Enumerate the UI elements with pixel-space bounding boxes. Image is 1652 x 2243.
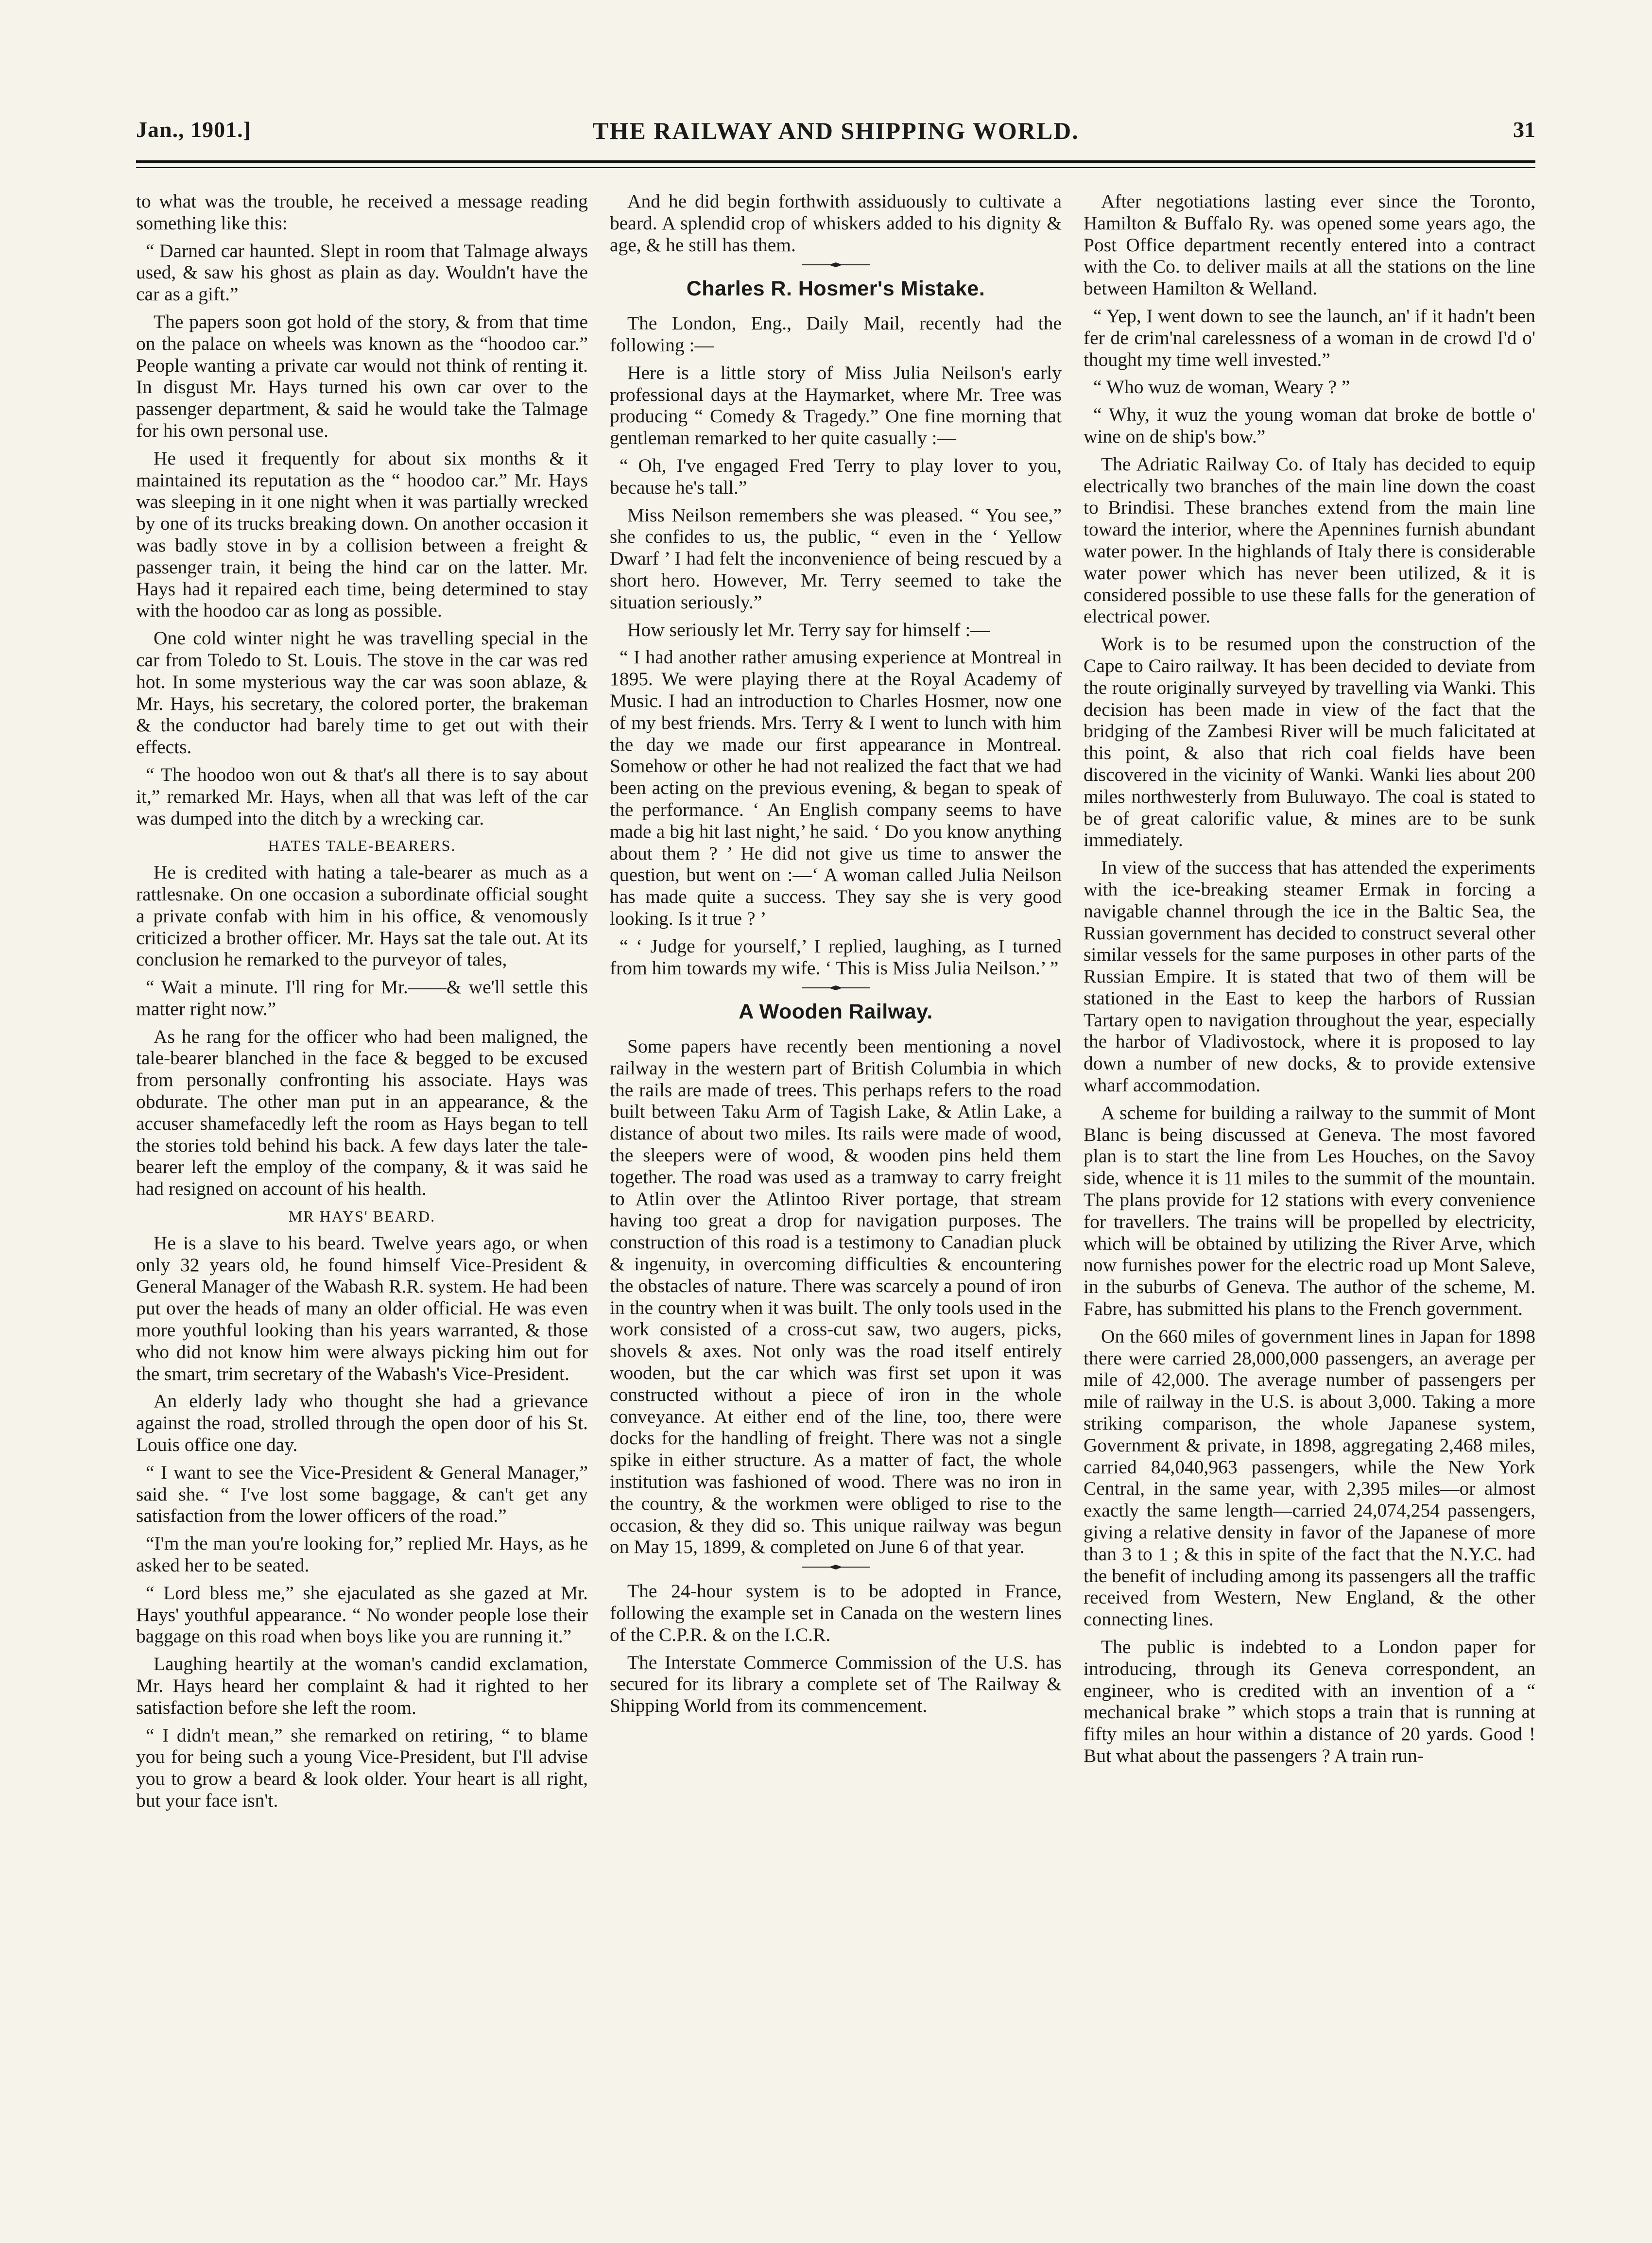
paragraph: “I'm the man you're looking for,” replied Mr. Hays, as he asked her to be seated. [136,1533,588,1576]
paragraph: Work is to be resumed upon the construction of the Cape to Cairo railway. It has been decided to deviate from the route originally surveyed by travelling via Wanki. This decision has been made in view of the fact that the bridging of the Zambesi River will be much falicitated at this point, & also that rich coal fields have been discovered in the vicinity of Wanki. Wanki lies about 200 miles northwesterly from Buluwayo. The coal is stated to be of great calorific value, & mines are to be sunk immediately. [1084,633,1535,851]
header-rule-thick [136,160,1535,163]
paragraph: “ I want to see the Vice-President & General Manager,” said she. “ I've lost some baggage, & can't get any satisfaction from the lower officers of the road.” [136,1461,588,1527]
paragraph: On the 660 miles of government lines in Japan for 1898 there were carried 28,000,000 passengers, an average per mile of 42,000. The average number of passengers per mile of railway in the U.S. is about 3,000. Taking a more striking comparison, the whole Japanese system, Government & private, in 1898, aggregating 2,468 miles, carried 84,040,963 passengers, while the New York Central, in the same year, with 2,395 miles—or almost exactly the same length—carried 24,074,254 passengers, giving a relative density in favor of the Japanese of more than 3 to 1 ; & this in spite of the fact that the N.Y.C. had the benefit of including among its passengers all the traffic received from Western, New England, & the other connecting lines. [1084,1325,1535,1630]
paragraph: The 24-hour system is to be adopted in France, following the example set in Canada on the western lines of the C.P.R. & on the I.C.R. [610,1580,1062,1645]
paragraph: “ Why, it wuz the young woman dat broke de bottle o' wine on de ship's bow.” [1084,404,1535,447]
paragraph: As he rang for the officer who had been maligned, the tale-bearer blanched in the face & begged to be excused from personally confronting his associate. Hays was obdurate. The other man put in an appearance, & the accuser shamefacedly left the room as Hays began to tell the stories told behind his back. A few days later the tale-bearer left the employ of the company, & it was said he had resigned on account of his health. [136,1025,588,1200]
paragraph: “ Yep, I went down to see the launch, an' if it hadn't been fer de crim'nal carelessness of a woman in de crowd I'd o' thought my time well invested.” [1084,305,1535,370]
paragraph: Miss Neilson remembers she was pleased. “ You see,” she confides to us, the public, “ even in the ‘ Yellow Dwarf ’ I had felt the inconvenience of being rescued by a short hero. However, Mr. Terry seemed to take the situation seriously.” [610,504,1062,613]
column-1 [136,190,588,1817]
paragraph: He is credited with hating a tale-bearer as much as a rattlesnake. On one occasion a subordinate official sought a private confab with him in his office, & venomously criticized a brother officer. Mr. Hays sat the tale out. At its conclusion he remarked to the purveyor of tales, [136,862,588,970]
paragraph: “ I didn't mean,” she remarked on retiring, “ to blame you for being such a young Vice-President, but I'll advise you to grow a beard & look older. Your heart is all right, but your face isn't. [136,1724,588,1811]
page-number: 31 [1513,117,1535,142]
paragraph: “ Oh, I've engaged Fred Terry to play lover to you, because he's tall.” [610,454,1062,498]
paragraph: The London, Eng., Daily Mail, recently had the following :— [610,312,1062,356]
publication-title: THE RAILWAY AND SHIPPING WORLD. [592,117,1079,144]
paragraph: He is a slave to his beard. Twelve years ago, or when only 32 years old, he found himself Vice-President & General Manager of the Wabash R.R. system. He had been put over the heads of many an older official. He was even more youthful looking than his years warranted, & those who did not know him were always picking him out for the smart, trim secretary of the Wabash's Vice-President. [136,1232,588,1384]
paragraph: In view of the success that has attended the experiments with the ice-breaking steamer Ermak in forcing a navigable channel through the ice in the Baltic Sea, the Russian government has decided to construct several other similar vessels for the same purposes in other parts of the Russian Empire. It is stated that two of them will be stationed in the East to keep the harbors of Russian Tartary open to navigation throughout the year, especially the harbor of Vladivostock, where it is proposed to lay down a number of new docks, & to provide extensive wharf accommodation. [1084,857,1535,1096]
paragraph: And he did begin forthwith assiduously to cultivate a beard. A splendid crop of whiskers added to his dignity & age, & he still has them. [610,190,1062,256]
paragraph: The public is indebted to a London paper for introducing, through its Geneva correspondent, an engineer, who is credited with an invention of a “ mechanical brake ” which stops a train that is running at fifty miles an hour within a distance of 20 yards. Good ! But what about the passengers ? A train run- [1084,1636,1535,1766]
paragraph: The Adriatic Railway Co. of Italy has decided to equip electrically two branches of the main line down the coast to Brindisi. These branches extend from the main line toward the interior, where the Apennines furnish abundant water power. In the highlands of Italy there is considerable water power which has never been utilized, & it is considered possible to use these falls for the generation of electrical power. [1084,453,1535,627]
paragraph: “ Who wuz de woman, Weary ? ” [1093,376,1350,398]
page-header [136,117,1535,151]
paragraph: Laughing heartily at the woman's candid exclamation, Mr. Hays heard her complaint & had it righted to her satisfaction before she left the room. [136,1653,588,1718]
paragraph: The papers soon got hold of the story, & from that time on the palace on wheels was known as the “hoodoo car.” People wanting a private car would not think of renting it. In disgust Mr. Hays turned his own car over to the passenger department, & said he would take the Talmage for his own personal use. [136,311,588,441]
paragraph: “ I had another rather amusing experience at Montreal in 1895. We were playing there at the Royal Academy of Music. I had an introduction to Charles Hosmer, now one of my best friends. Mrs. Terry & I went to lunch with him the day we made our first appearance in Montreal. Somehow or other he had not realized the fact that we had been acting on the previous evening, & began to speak of the performance. ‘ An English company seems to have made a big hit last night,’ he said. ‘ Do you know anything about them ? ’ He did not give us time to answer the question, but went on :—‘ A woman called Julia Neilson has made quite a success. They say she is very good looking. Is it true ? ’ [610,646,1062,929]
paragraph: to what was the trouble, he received a message reading something like this: [136,190,588,234]
paragraph: A scheme for building a railway to the summit of Mont Blanc is being discussed at Geneva. The most favored plan is to start the line from Les Houches, on the Savoy side, whence it is 11 miles to the summit of the mountain. The plans provide for 12 stations with every convenience for travellers. The trains will be propelled by electricity, which will be obtained by utilizing the River Arve, which now furnishes power for the electric road up Mont Saleve, in the suburbs of Geneva. The author of the scheme, M. Fabre, has submitted his plans to the French government. [1084,1102,1535,1320]
paragraph: Here is a little story of Miss Julia Neilson's early professional days at the Haymarket, where Mr. Tree was producing “ Comedy & Tragedy.” One fine morning that gentleman remarked to her quite casually :— [610,362,1062,449]
paragraph: He used it frequently for about six months & it maintained its reputation as the “ hoodoo car.” Mr. Hays was sleeping in it one night when it was partially wrecked by one of its trucks breaking down. On another occasion it was badly stove in by a collision between a freight & passenger train, it being the hind car on the latter. Mr. Hays had it repaired each time, being determined to stay with the hoodoo car as long as possible. [136,447,588,621]
paragraph: “ Wait a minute. I'll ring for Mr.——& we'll settle this matter right now.” [136,976,588,1019]
section-ornament [802,261,870,268]
paragraph: An elderly lady who thought she had a grievance against the road, strolled through the open door of his St. Louis office one day. [136,1390,588,1456]
section-ornament [802,1564,870,1570]
issue-date: Jan., 1901.] [136,117,251,142]
paragraph: One cold winter night he was travelling special in the car from Toledo to St. Louis. The stove in the car was red hot. In some mysterious way the car was soon ablaze, & Mr. Hays, his secretary, the colored porter, the brakeman & the conductor had barely time to get out with their effects. [136,627,588,758]
paragraph: “ Lord bless me,” she ejaculated as she gazed at Mr. Hays' youthful appearance. “ No wonder people lose their baggage on this road when boys like you are running it.” [136,1582,588,1647]
paragraph: “ Darned car haunted. Slept in room that Talmage always used, & saw his ghost as plain as day. Wouldn't have the car as a gift.” [136,240,588,305]
column-3 [1084,190,1535,1773]
article-heading: Charles R. Hosmer's Mistake. [686,277,985,301]
paragraph: The Interstate Commerce Commission of the U.S. has secured for its library a complete set of The Railway & Shipping World from its commencement. [610,1651,1062,1717]
paragraph: Some papers have recently been mentioning a novel railway in the western part of British Columbia in which the rails are made of trees. This perhaps refers to the road built between Taku Arm of Tagish Lake, & Atlin Lake, a distance of about two miles. Its rails were made of wood, the sleepers were of wood, & wooden pins held them together. The road was used as a tramway to carry freight to Atlin over the Atlintoo River portage, that stream having too great a drop for navigation purposes. The construction of this road is a testimony to Canadian pluck & ingenuity, in overcoming difficulties & encountering the obstacles of nature. There was scarcely a pound of iron in the country when it was built. The only tools used in the work consisted of a cross-cut saw, two augers, picks, shovels & axes. Not only was the road itself entirely wooden, but the car which was first set upon it was constructed without a piece of iron in the whole conveyance. At either end of the line, too, there were docks for the handling of freight. There was not a single spike in either structure. As a matter of fact, the whole institution was fashioned of wood. There was no iron in the country, & the workmen were obliged to rise to the occasion, & they did so. This unique railway was begun on May 15, 1899, & completed on June 6 of that year. [610,1035,1062,1558]
article-heading: A Wooden Railway. [739,1000,933,1024]
column-2 [610,190,1062,1723]
paragraph: How seriously let Mr. Terry say for himself :— [627,619,990,640]
section-ornament [802,984,870,991]
subheading: HATES TALE-BEARERS. [268,837,456,855]
paragraph: After negotiations lasting ever since the Toronto, Hamilton & Buffalo Ry. was opened some years ago, the Post Office department recently entered into a contract with the Co. to deliver mails at all the stations on the line between Hamilton & Welland. [1084,190,1535,299]
paragraph: “ The hoodoo won out & that's all there is to say about it,” remarked Mr. Hays, when all that was left of the car was dumped into the ditch by a wrecking car. [136,763,588,829]
header-rule-thin [136,167,1535,168]
subheading: MR HAYS' BEARD. [288,1208,436,1225]
paragraph: “ ‘ Judge for yourself,’ I replied, laughing, as I turned from him towards my wife. ‘ This is Miss Julia Neilson.’ ” [610,935,1062,979]
